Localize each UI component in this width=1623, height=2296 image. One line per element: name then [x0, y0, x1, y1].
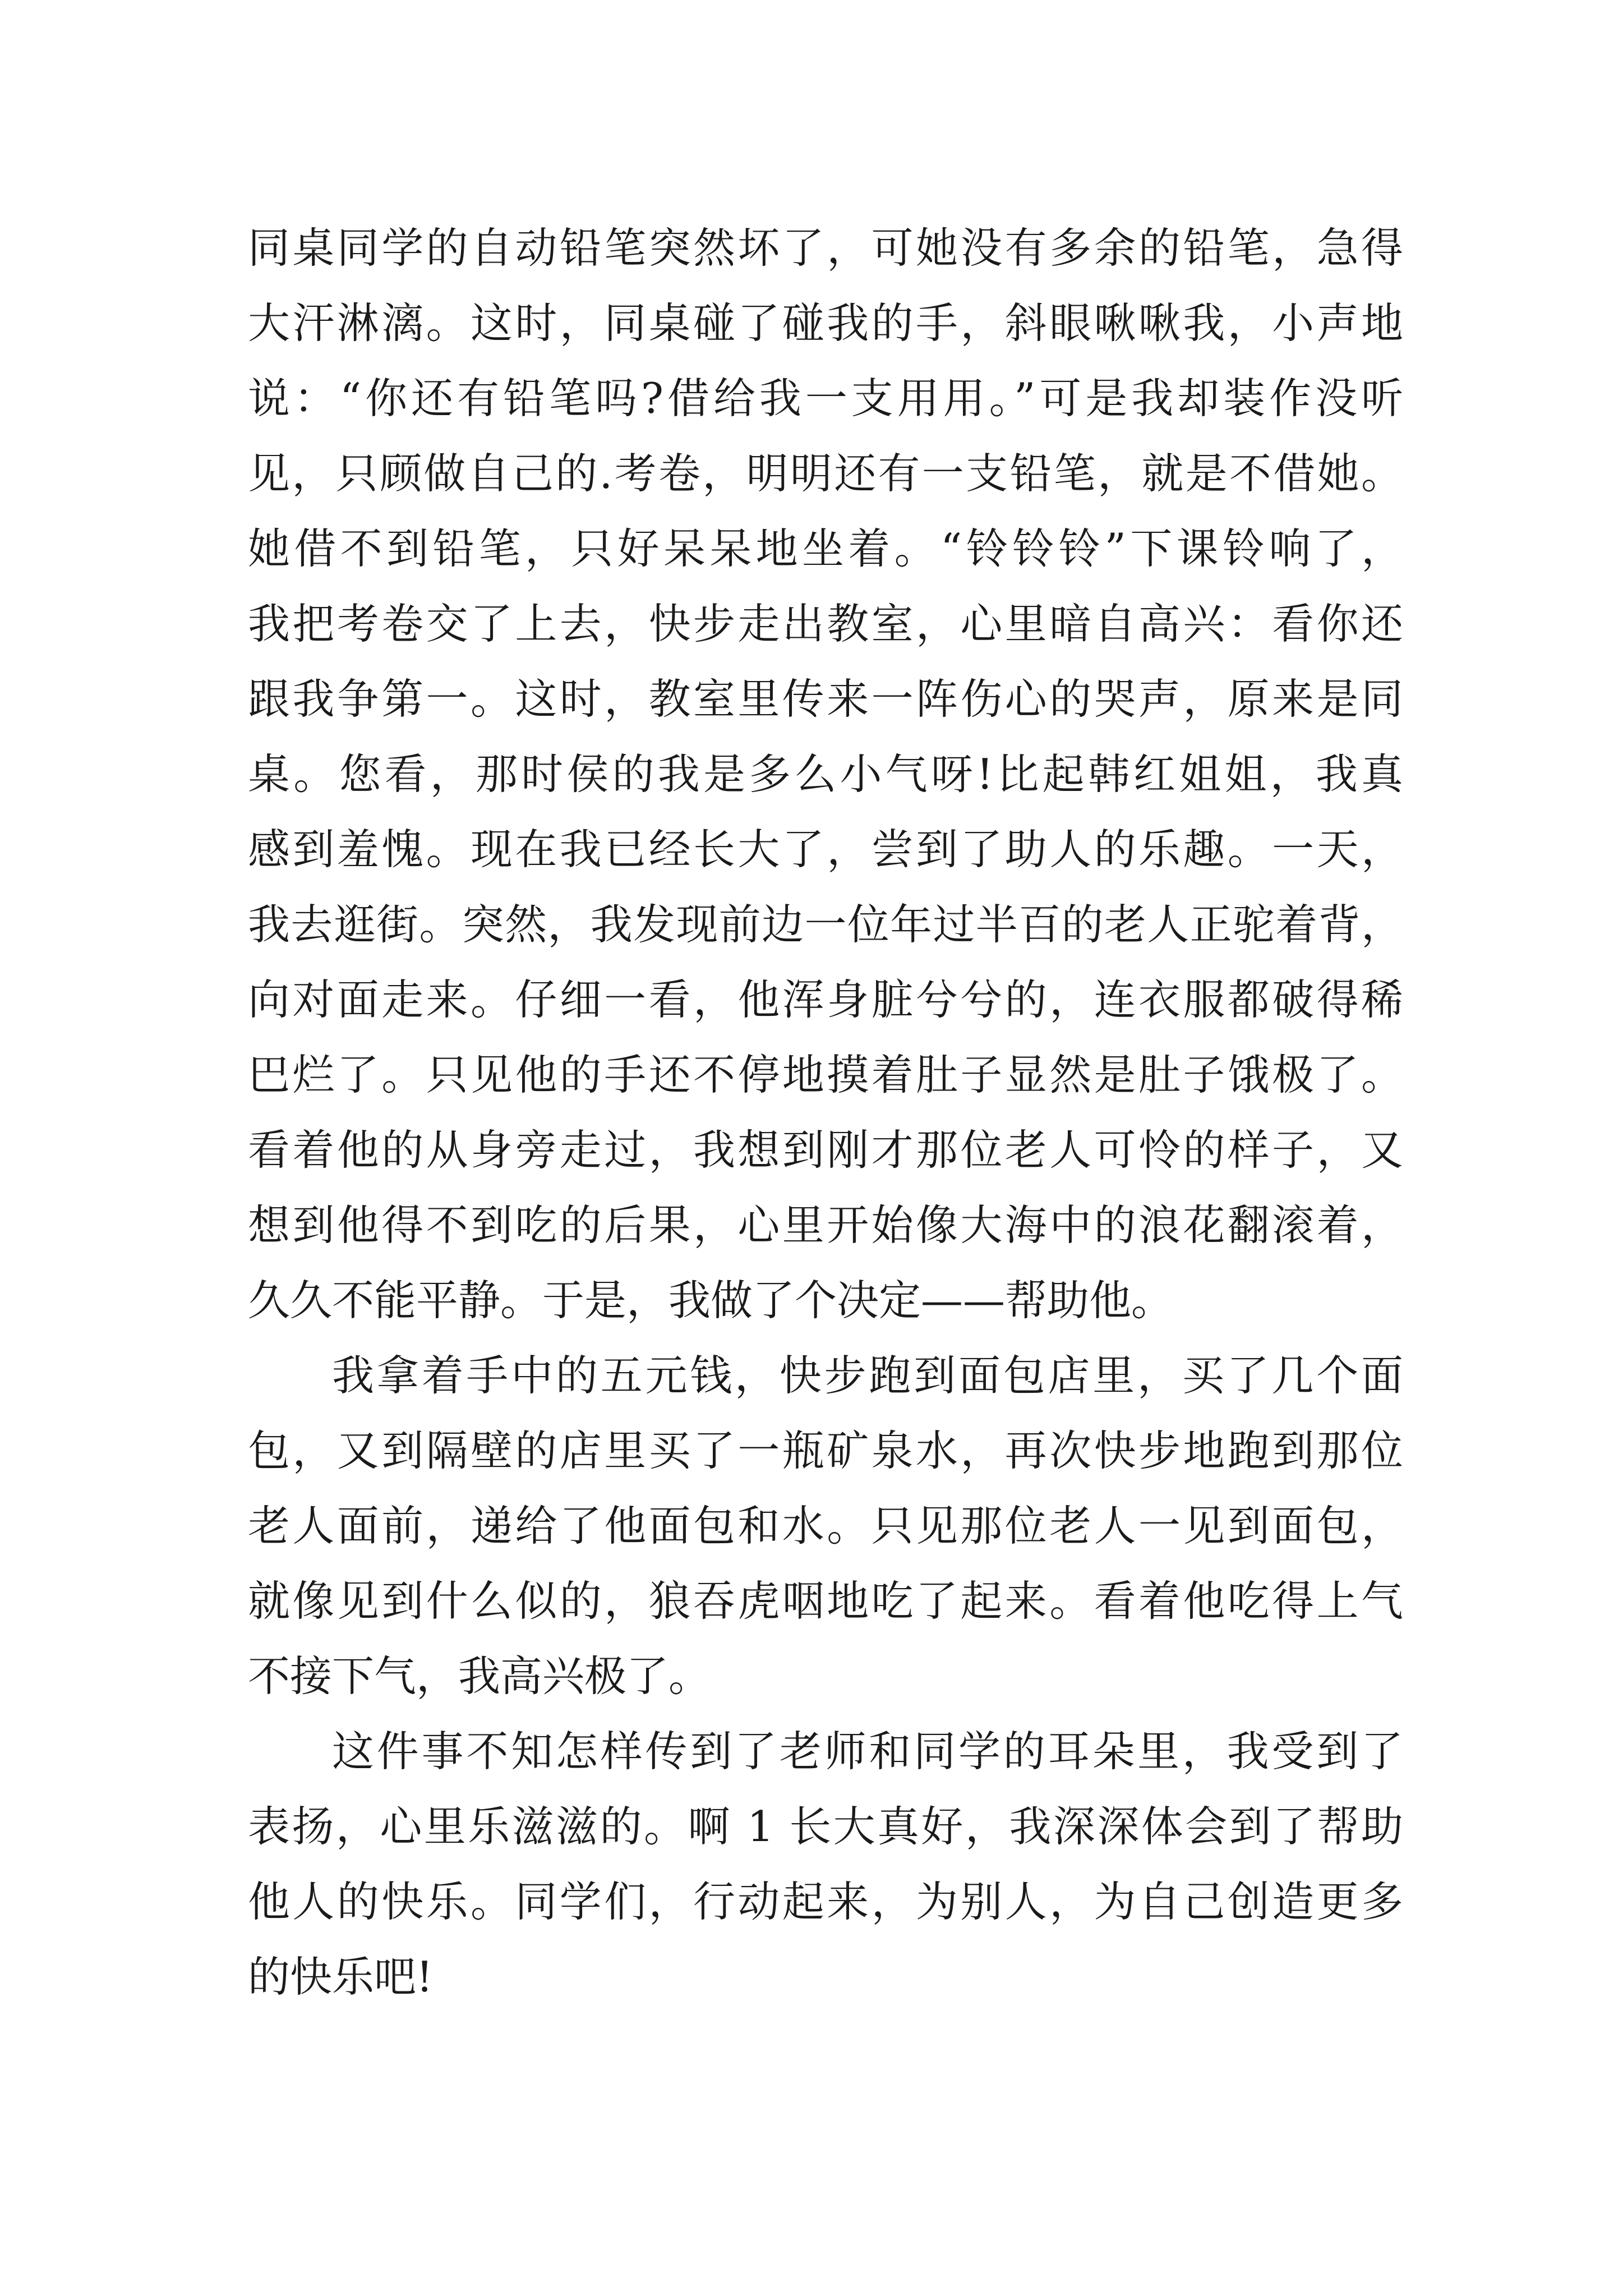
paragraph-1-line-4: 见，只顾做自己的.考卷，明明还有一支铅笔，就是不借她。 — [248, 449, 1403, 498]
paragraph-1-line-7: 跟我争第一。这时，教室里传来一阵伤心的哭声，原来是同 — [248, 674, 1403, 724]
paragraph-2-line-3: 老人面前，递给了他面包和水。只见那位老人一见到面包， — [248, 1501, 1403, 1550]
paragraph-2-line-2: 包，又到隔壁的店里买了一瓶矿泉水，再次快步地跑到那位 — [248, 1426, 1403, 1475]
paragraph-1-line-1: 同桌同学的自动铅笔突然坏了，可她没有多余的铅笔，急得 — [248, 223, 1403, 273]
paragraph-3-line-3: 他人的快乐。同学们，行动起来，为别人，为自己创造更多 — [248, 1877, 1403, 1926]
paragraph-2-line-1: 我拿着手中的五元钱，快步跑到面包店里，买了几个面 — [332, 1351, 1403, 1400]
paragraph-1-line-2: 大汗淋漓。这时，同桌碰了碰我的手，斜眼啾啾我，小声地 — [248, 298, 1403, 348]
article-body — [248, 210, 1403, 2014]
paragraph-1-line-12: 巴烂了。只见他的手还不停地摸着肚子显然是肚子饿极了。 — [248, 1050, 1403, 1099]
paragraph-1-line-10: 我去逛街。突然，我发现前边一位年过半百的老人正驼着背， — [248, 900, 1403, 949]
paragraph-1-line-14: 想到他得不到吃的后果，心里开始像大海中的浪花翻滚着， — [248, 1200, 1403, 1250]
paragraph-1-line-9: 感到羞愧。现在我已经长大了，尝到了助人的乐趣。一天， — [248, 825, 1403, 874]
paragraph-1-line-6: 我把考卷交了上去，快步走出教室，心里暗自高兴：看你还 — [248, 599, 1403, 648]
paragraph-3-line-4: 的快乐吧! — [248, 1952, 434, 2001]
paragraph-1-line-8: 桌。您看，那时侯的我是多么小气呀!比起韩红姐姐，我真 — [248, 749, 1403, 799]
paragraph-1-line-3: 说：“你还有铅笔吗?借给我一支用用。”可是我却装作没听 — [248, 374, 1403, 423]
paragraph-2-line-4: 就像见到什么似的，狼吞虎咽地吃了起来。看着他吃得上气 — [248, 1576, 1403, 1626]
paragraph-1-line-13: 看着他的从身旁走过，我想到刚才那位老人可怜的样子，又 — [248, 1125, 1403, 1175]
paragraph-2-line-5: 不接下气，我高兴极了。 — [248, 1651, 711, 1701]
paragraph-1-line-15: 久久不能平静。于是，我做了个决定——帮助他。 — [248, 1276, 1174, 1325]
paragraph-1-line-5: 她借不到铅笔，只好呆呆地坐着。“铃铃铃”下课铃响了， — [248, 524, 1403, 573]
paragraph-3-line-1: 这件事不知怎样传到了老师和同学的耳朵里，我受到了 — [332, 1727, 1403, 1776]
paragraph-1-line-11: 向对面走来。仔细一看，他浑身脏兮兮的，连衣服都破得稀 — [248, 975, 1403, 1024]
paragraph-3-line-2: 表扬，心里乐滋滋的。啊 1 长大真好，我深深体会到了帮助 — [248, 1802, 1403, 1851]
